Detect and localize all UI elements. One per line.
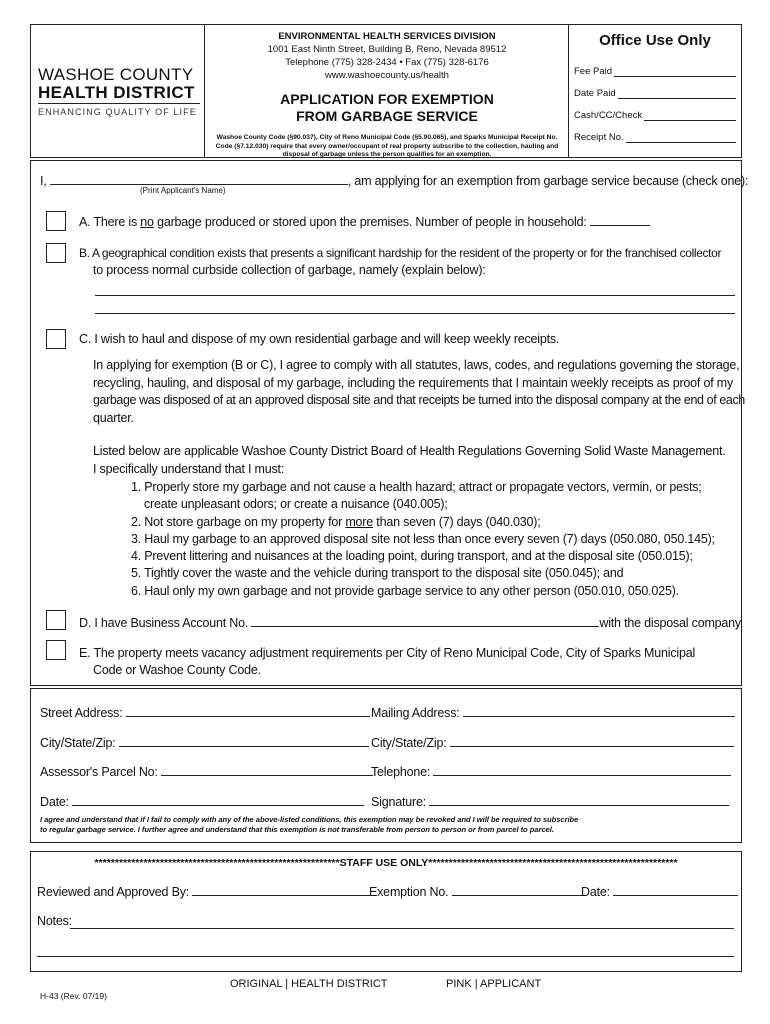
cash-label: Cash/CC/Check — [574, 110, 643, 121]
reviewed-field[interactable] — [37, 883, 372, 901]
logo — [38, 66, 200, 117]
option-d — [79, 614, 743, 632]
agency-telephone: Telephone (775) 328-2434 • Fax (775) 328-6176 — [285, 57, 489, 68]
form-title-line1: APPLICATION FOR EXEMPTION — [280, 91, 494, 107]
city-state-zip-input-1[interactable] — [119, 734, 369, 747]
household-count-input[interactable] — [590, 213, 650, 226]
intro-suffix: , am applying for an exemption from garbage service because (check one): — [347, 174, 749, 188]
checkbox-c[interactable] — [46, 329, 66, 349]
signature-field[interactable] — [371, 793, 729, 811]
agreement-p1-line3: garbage was disposed of at an approved disposal site and that receipts be turned into the disposal company at the end of each — [93, 393, 745, 407]
explain-line-2[interactable] — [95, 313, 735, 314]
logo-tagline: ENHANCING QUALITY OF LIFE — [38, 107, 197, 117]
date-label: Date: — [40, 795, 69, 809]
street-address-input[interactable] — [126, 704, 370, 717]
disclaimer-line2: to regular garbage service. I further agree and understand that this exemption is not transferable from person to person or from parcel to parcel. — [40, 824, 554, 834]
footer-original: ORIGINAL | HEALTH DISTRICT — [230, 978, 388, 990]
requirement-6: 6. Haul only my own garbage and not provide garbage service to any other person (050.010, 050.025). — [131, 583, 679, 598]
staff-title: ************************************************************STAFF USE ONLY************************************************************* — [94, 857, 678, 869]
requirement-5: 5. Tightly cover the waste and the vehicle during transport to the disposal site (050.045); and — [131, 566, 624, 581]
staff-frame — [30, 851, 742, 972]
signature-label: Signature: — [371, 795, 426, 809]
option-c: C. I wish to haul and dispose of my own residential garbage and will keep weekly receipts. — [79, 332, 560, 346]
applicant-name-input[interactable] — [50, 172, 348, 185]
staff-date-input[interactable] — [613, 883, 738, 896]
print-name-caption: (Print Applicant's Name) — [140, 186, 226, 195]
checkbox-e[interactable] — [46, 640, 66, 660]
business-account-input[interactable] — [251, 614, 599, 627]
date-paid-label: Date Paid — [574, 88, 616, 99]
cash-field[interactable] — [574, 99, 736, 121]
reviewed-input[interactable] — [192, 883, 372, 896]
agency-website: www.washoecounty.us/health — [325, 70, 449, 81]
parcel-input[interactable] — [161, 763, 373, 776]
exemption-no-input[interactable] — [452, 883, 582, 896]
form-title-line2: FROM GARBAGE SERVICE — [296, 108, 478, 124]
reviewed-label: Reviewed and Approved By: — [37, 885, 190, 899]
signature-input[interactable] — [429, 793, 729, 806]
agreement-p1-line1: In applying for exemption (B or C), I agree to comply with all statutes, laws, codes, and regulations governing the storage, — [93, 358, 740, 372]
date-field[interactable] — [40, 793, 364, 811]
office-use-block — [574, 32, 736, 143]
requirement-1: 1. Properly store my garbage and not cause a health hazard; attract or propagate vectors, vermin, or pests; — [131, 480, 702, 494]
notes-line-1[interactable] — [70, 928, 734, 929]
option-e-line2: Code or Washoe County Code. — [93, 663, 261, 677]
requirement-2 — [131, 514, 731, 531]
header-divider-left — [204, 24, 205, 158]
checkbox-d[interactable] — [46, 610, 66, 630]
logo-line2: HEALTH DISTRICT — [38, 84, 200, 104]
form-number: H-43 (Rev. 07/19) — [40, 991, 107, 1001]
explain-line-1[interactable] — [95, 295, 735, 296]
agency-info — [206, 30, 568, 160]
checkbox-b[interactable] — [46, 243, 66, 263]
requirement-4: 4. Prevent littering and nuisances at the loading point, during transport, and at the disposal site (050.015); — [131, 549, 693, 564]
receipt-label: Receipt No. — [574, 132, 624, 143]
intro-prefix: I, — [40, 174, 47, 188]
staff-date-label: Date: — [581, 885, 610, 899]
telephone-input[interactable] — [433, 763, 731, 776]
agency-address: 1001 East Ninth Street, Building B, Reno, Nevada 89512 — [267, 44, 507, 55]
telephone-label: Telephone: — [371, 765, 431, 779]
code-note: Washoe County Code (§90.037), City of Reno Municipal Code (§5.90.065), and Sparks Municipal Receipt No. Code (§7.12.030) require that every owner/occupant of real property subscribe to the collection, hauling and disposal of garbage unless the person qualifies for an exemption. — [215, 134, 559, 158]
option-a — [79, 213, 650, 231]
notes-label: Notes: — [37, 914, 72, 928]
parcel-field[interactable] — [40, 763, 373, 781]
date-input[interactable] — [72, 793, 364, 806]
receipt-field[interactable] — [574, 121, 736, 143]
city-state-zip-input-2[interactable] — [450, 734, 734, 747]
option-a-text: A. There is — [79, 215, 141, 229]
parcel-label: Assessor's Parcel No: — [40, 765, 158, 779]
city-state-zip-field-2[interactable] — [371, 734, 734, 752]
requirement-3: 3. Haul my garbage to an approved disposal site not less than once every seven (7) days (050.080, 050.145); — [131, 531, 715, 546]
checkbox-a[interactable] — [46, 211, 66, 231]
fee-paid-field[interactable] — [574, 55, 736, 77]
requirement-2-text: 2. Not store garbage on my property for — [131, 514, 346, 529]
city-state-zip-field-1[interactable] — [40, 734, 369, 752]
option-a-underlined: no — [140, 215, 154, 229]
option-b-line2: to process normal curbside collection of garbage, namely (explain below): — [93, 263, 486, 277]
notes-line-2[interactable] — [37, 956, 734, 957]
agreement-p1-line2: recycling, hauling, and disposal of my garbage, including the requirements that I maintain weekly receipts as proof of my — [93, 375, 734, 390]
notes-field[interactable] — [37, 913, 72, 930]
option-d-text: D. I have Business Account No. — [79, 616, 249, 630]
agreement-p1-line4: quarter. — [93, 410, 134, 425]
requirement-2-text-end: than seven (7) days (040.030); — [373, 514, 541, 529]
agreement-p2-line1: Listed below are applicable Washoe County District Board of Health Regulations Governing Solid Waste Management. — [93, 444, 726, 458]
footer-pink: PINK | APPLICANT — [446, 978, 542, 990]
option-d-text-end: with the disposal company. — [599, 616, 744, 630]
agreement-p2-line2: I specifically understand that I must: — [93, 461, 285, 476]
exemption-no-field[interactable] — [369, 883, 582, 901]
division-name: ENVIRONMENTAL HEALTH SERVICES DIVISION — [278, 31, 496, 42]
option-b-line1: B. A geographical condition exists that presents a significant hardship for the resident of the property or for the franchised collector — [79, 246, 722, 260]
disclaimer-line1: I agree and understand that if I fail to comply with any of the above-listed conditions, this exemption may be revoked and I will be required to subscribe — [40, 815, 579, 824]
fee-paid-label: Fee Paid — [574, 66, 613, 77]
mailing-address-field[interactable] — [371, 704, 735, 722]
disclaimer — [40, 815, 740, 834]
staff-date-field[interactable] — [581, 883, 738, 901]
option-e-line1: E. The property meets vacancy adjustment requirements per City of Reno Municipal Code, City of Sparks Municipal — [79, 646, 696, 660]
city-state-zip-label-2: City/State/Zip: — [371, 736, 447, 750]
mailing-address-input[interactable] — [463, 704, 735, 717]
header-divider-right — [568, 24, 569, 158]
date-paid-field[interactable] — [574, 77, 736, 99]
agreement-paragraph-2 — [93, 443, 738, 478]
street-address-field[interactable] — [40, 704, 370, 722]
telephone-field[interactable] — [371, 763, 731, 781]
agreement-paragraph-1 — [93, 357, 745, 427]
requirements-list — [131, 479, 731, 600]
city-state-zip-label-1: City/State/Zip: — [40, 736, 116, 750]
office-use-title: Office Use Only — [599, 32, 711, 49]
exemption-no-label: Exemption No. — [369, 885, 449, 899]
option-a-text-end: garbage produced or stored upon the premises. Number of people in household: — [153, 215, 587, 229]
logo-line1: WASHOE COUNTY — [38, 65, 194, 84]
requirement-2-underlined: more — [345, 514, 374, 529]
requirement-1-cont: create unpleasant odors; or create a nuisance (040.005); — [144, 497, 448, 512]
street-address-label: Street Address: — [40, 706, 123, 720]
mailing-address-label: Mailing Address: — [371, 706, 460, 720]
